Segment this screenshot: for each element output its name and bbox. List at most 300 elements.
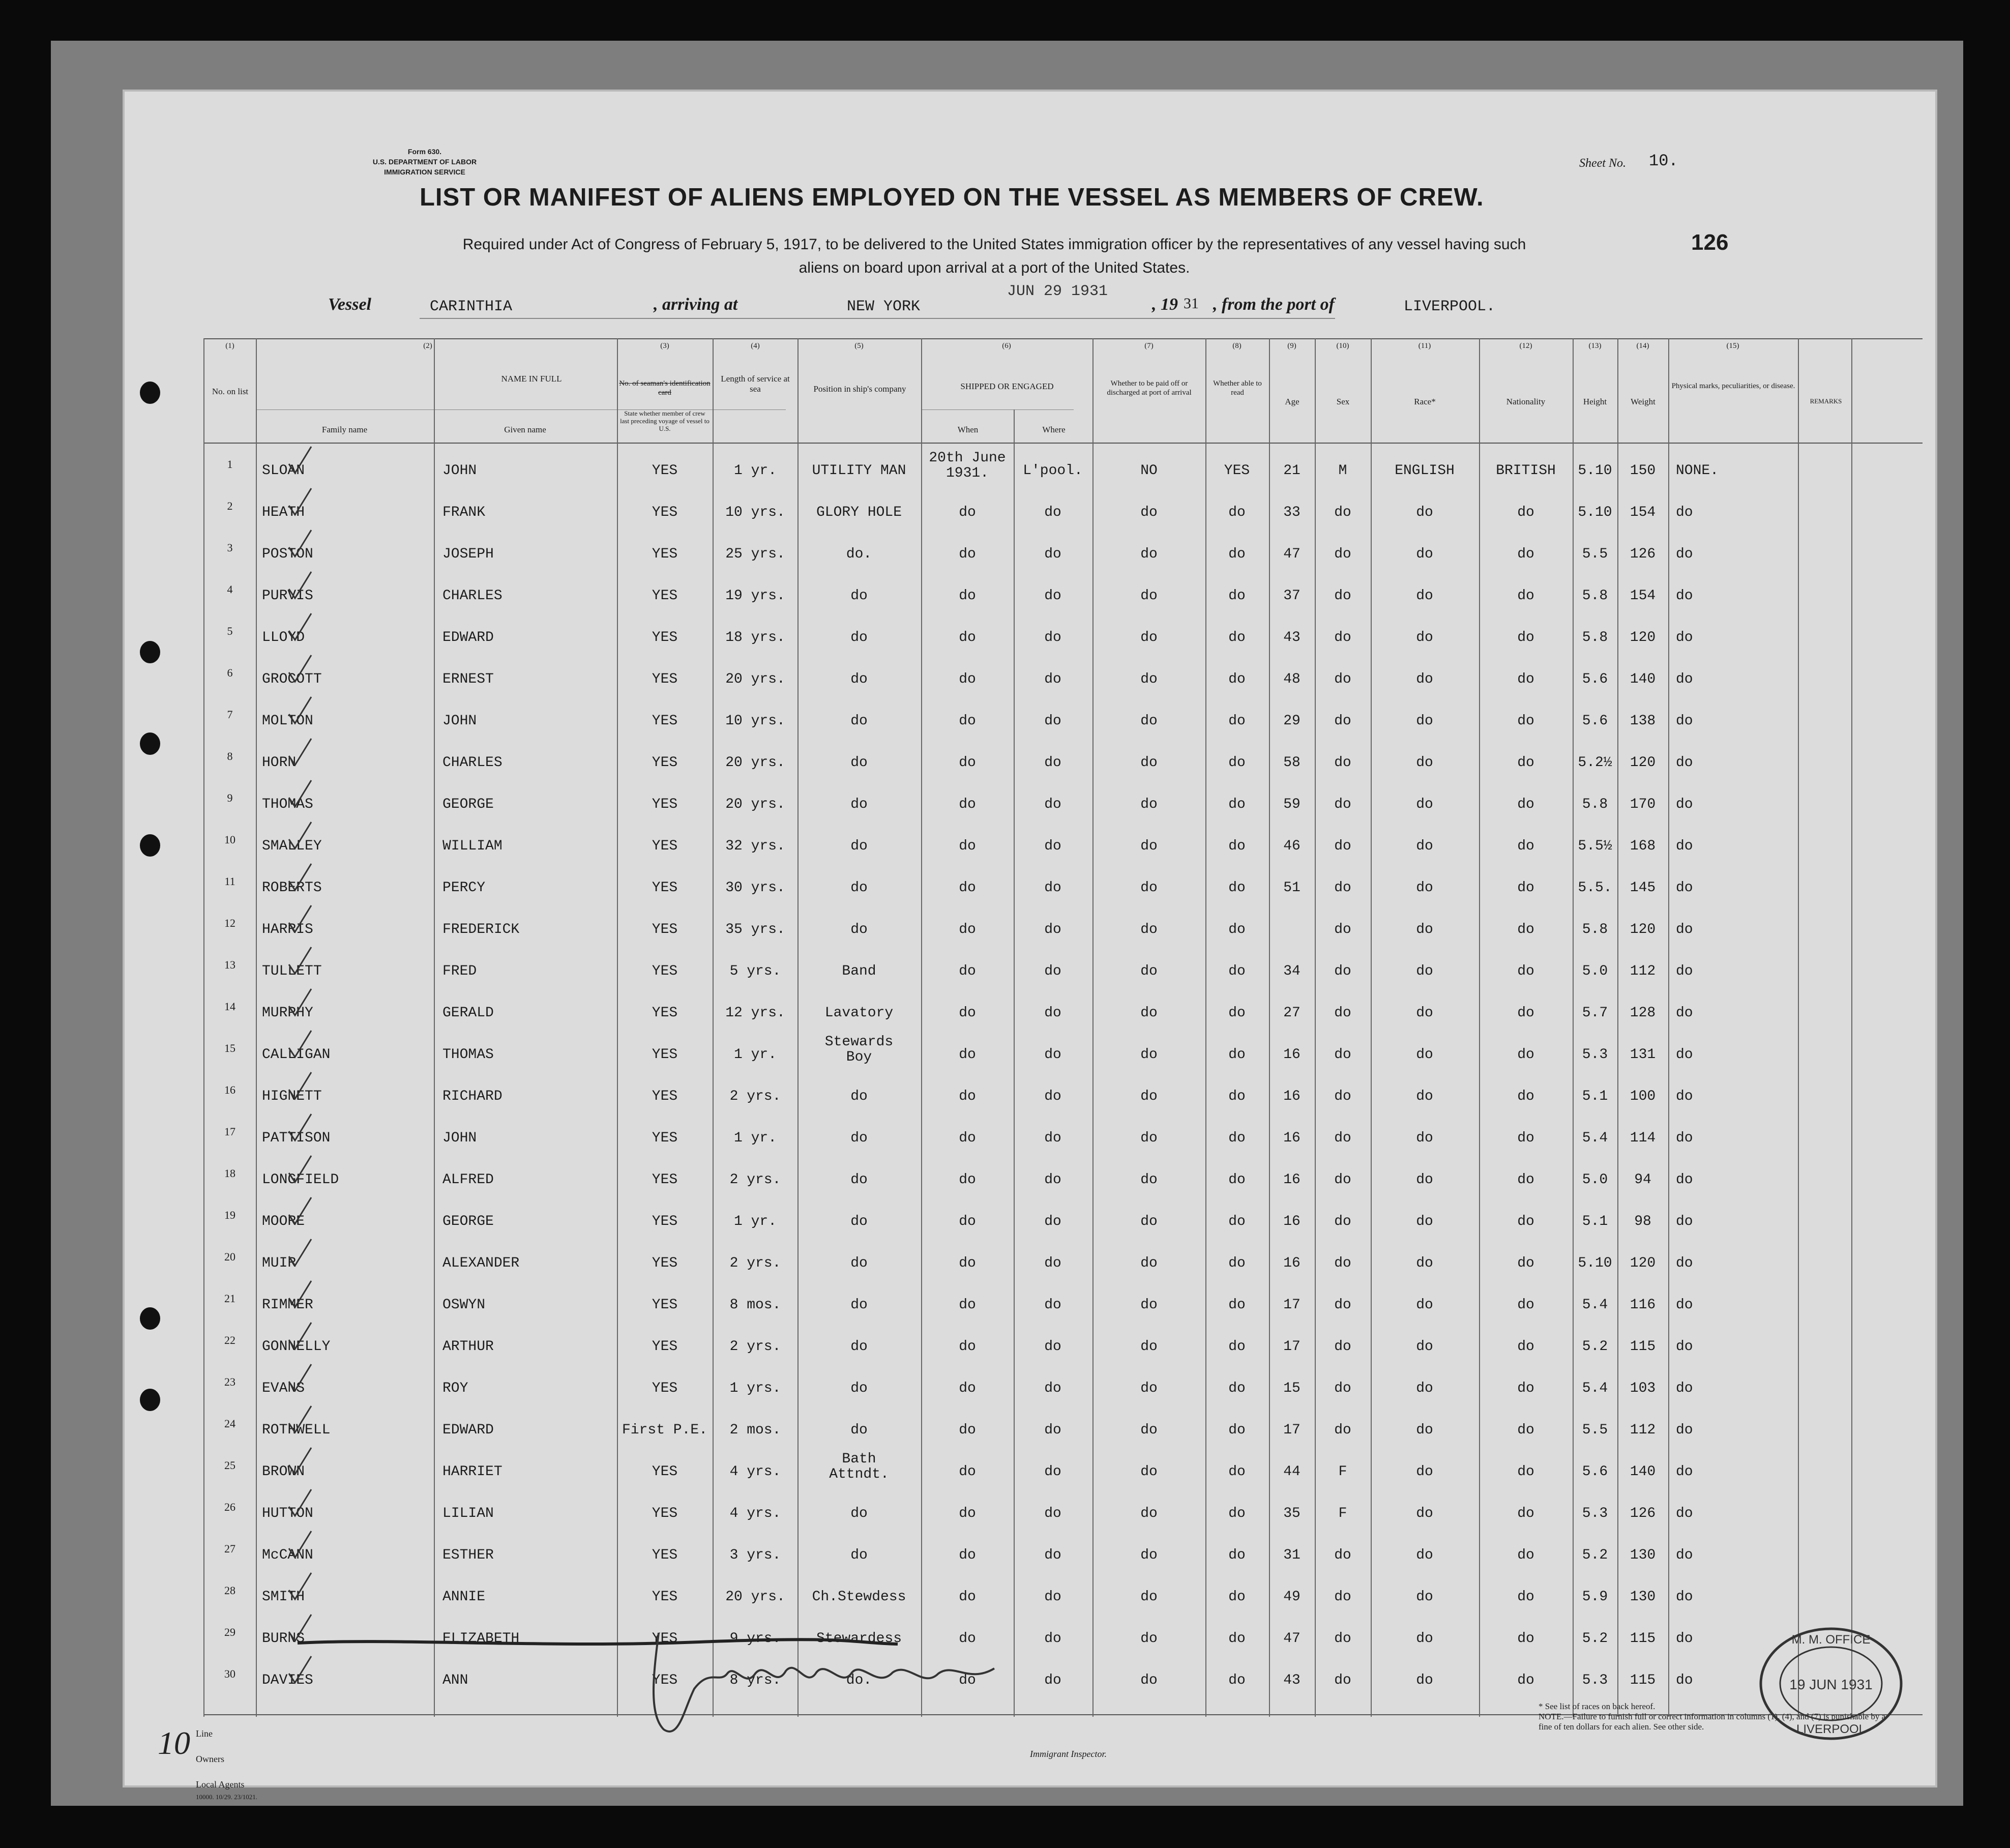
- cell-read: do: [1228, 1130, 1246, 1146]
- cell-where: do: [1044, 880, 1061, 896]
- cell-phys: do: [1676, 880, 1693, 896]
- cell-where: do: [1044, 963, 1061, 979]
- cell-race: do: [1416, 1339, 1433, 1355]
- cell-position: do: [850, 755, 868, 771]
- cell-paid: do: [1140, 1422, 1158, 1438]
- cell-read: do: [1228, 588, 1246, 604]
- cell-position: Bath Attndt.: [829, 1451, 889, 1482]
- cell-family: TULLETT: [262, 963, 322, 979]
- cell-n: 12: [224, 917, 235, 929]
- cell-race: do: [1416, 588, 1433, 604]
- cell-read: do: [1228, 1005, 1246, 1021]
- cell-sex: do: [1334, 1047, 1351, 1063]
- cell-family: MUIR: [262, 1255, 297, 1271]
- cell-prev: First P.E.: [622, 1422, 708, 1438]
- cell-phys: do: [1676, 1381, 1693, 1396]
- cell-weight: 130: [1630, 1547, 1656, 1563]
- cell-service: 2 yrs.: [729, 1339, 781, 1355]
- cell-family: ROBERTS: [262, 880, 322, 896]
- col-number: (2): [423, 342, 432, 350]
- svg-text:LIVERPOOL: LIVERPOOL: [1796, 1722, 1866, 1736]
- subtitle-line-2: aliens on board upon arrival at a port of the United States.: [799, 259, 1190, 276]
- cell-given: FREDERICK: [442, 922, 520, 937]
- cell-nat: do: [1517, 838, 1534, 854]
- cell-position: do: [850, 1381, 868, 1396]
- cell-family: PURVIS: [262, 588, 313, 604]
- col-number: (11): [1418, 342, 1431, 350]
- table-row: [125, 906, 1935, 946]
- cell-height: 5.4: [1582, 1130, 1608, 1146]
- cell-prev: YES: [652, 1673, 678, 1688]
- cell-weight: 120: [1630, 630, 1656, 646]
- table-row: [125, 1032, 1935, 1071]
- cell-race: do: [1416, 1673, 1433, 1688]
- cell-paid: do: [1140, 671, 1158, 687]
- check-mark-icon: [285, 1195, 315, 1226]
- cell-race: do: [1416, 630, 1433, 646]
- cell-where: do: [1044, 1547, 1061, 1563]
- cell-height: 5.8: [1582, 588, 1608, 604]
- cell-age: 44: [1283, 1464, 1300, 1480]
- cell-where: do: [1044, 1005, 1061, 1021]
- cell-when: do: [959, 1422, 976, 1438]
- cell-read: do: [1228, 713, 1246, 729]
- cell-phys: do: [1676, 1547, 1693, 1563]
- cell-given: JOHN: [442, 1130, 477, 1146]
- cell-race: do: [1416, 1089, 1433, 1104]
- cell-phys: do: [1676, 1089, 1693, 1104]
- cell-prev: YES: [652, 1214, 678, 1229]
- cell-prev: YES: [652, 1005, 678, 1021]
- cell-paid: do: [1140, 880, 1158, 896]
- cell-when: do: [959, 1172, 976, 1188]
- cell-family: LLOYD: [262, 630, 305, 646]
- shipped-subrule: [921, 409, 1074, 410]
- cell-weight: 145: [1630, 880, 1656, 896]
- cell-weight: 103: [1630, 1381, 1656, 1396]
- cell-sex: do: [1334, 1172, 1351, 1188]
- table-row: [125, 1532, 1935, 1572]
- cell-n: 10: [224, 833, 235, 846]
- cell-prev: YES: [652, 838, 678, 854]
- cell-age: 51: [1283, 880, 1300, 896]
- col-number: (1): [225, 342, 234, 350]
- cell-service: 35 yrs.: [725, 922, 785, 937]
- check-mark-icon: [285, 820, 315, 850]
- header-physical-marks: Physical marks, peculiarities, or disease.: [1671, 382, 1795, 390]
- cell-where: do: [1044, 1673, 1061, 1688]
- header-age: Age: [1285, 397, 1299, 406]
- cell-service: 1 yr.: [733, 1130, 777, 1146]
- cell-n: 14: [224, 1000, 235, 1013]
- cell-where: do: [1044, 671, 1061, 687]
- cell-sex: do: [1334, 797, 1351, 812]
- cell-position: Band: [842, 963, 876, 979]
- header-name-in-full: NAME IN FULL: [501, 374, 562, 384]
- cell-nat: do: [1517, 713, 1534, 729]
- cell-family: GROCOTT: [262, 671, 322, 687]
- cell-where: do: [1044, 630, 1061, 646]
- check-mark-icon: [285, 611, 315, 642]
- cell-phys: do: [1676, 963, 1693, 979]
- cell-height: 5.3: [1582, 1506, 1608, 1521]
- cell-n: 23: [224, 1375, 235, 1388]
- cell-age: 47: [1283, 1631, 1300, 1647]
- table-row: [125, 1282, 1935, 1322]
- year: 31: [1184, 295, 1199, 312]
- table-row: [125, 1449, 1935, 1488]
- cell-position: do: [850, 1130, 868, 1146]
- cell-when: do: [959, 1297, 976, 1313]
- header-family-name: Family name: [321, 425, 368, 434]
- cell-age: 47: [1283, 546, 1300, 562]
- cell-n: 30: [224, 1667, 235, 1680]
- cell-sex: do: [1334, 1547, 1351, 1563]
- cell-read: YES: [1224, 463, 1250, 479]
- cell-age: 17: [1283, 1339, 1300, 1355]
- table-row: [125, 1073, 1935, 1113]
- cell-phys: do: [1676, 671, 1693, 687]
- cell-n: 3: [227, 541, 233, 554]
- liverpool-office-stamp: [1757, 1625, 1905, 1742]
- cell-read: do: [1228, 1255, 1246, 1271]
- cell-prev: YES: [652, 463, 678, 479]
- cell-service: 4 yrs.: [729, 1464, 781, 1480]
- cell-service: 20 yrs.: [725, 1589, 785, 1605]
- cell-phys: do: [1676, 1464, 1693, 1480]
- cell-race: do: [1416, 880, 1433, 896]
- cell-service: 20 yrs.: [725, 755, 785, 771]
- cell-read: do: [1228, 1547, 1246, 1563]
- cell-race: do: [1416, 1047, 1433, 1063]
- cell-position: do: [850, 922, 868, 937]
- table-row: [125, 698, 1935, 738]
- cell-weight: 130: [1630, 1589, 1656, 1605]
- check-mark-icon: [285, 862, 315, 892]
- cell-paid: do: [1140, 963, 1158, 979]
- check-mark-icon: [285, 1362, 315, 1393]
- form-info: [338, 146, 511, 177]
- check-mark-icon: [285, 737, 315, 767]
- cell-race: ENGLISH: [1395, 463, 1455, 479]
- cell-service: 2 mos.: [729, 1422, 781, 1438]
- cell-given: JOHN: [442, 713, 477, 729]
- cell-where: do: [1044, 755, 1061, 771]
- cell-when: 20th June 1931.: [929, 450, 1006, 481]
- table-row: [125, 1324, 1935, 1363]
- cell-position: Stewards Boy: [824, 1034, 894, 1065]
- table-row: [125, 573, 1935, 612]
- cell-nat: do: [1517, 1547, 1534, 1563]
- cell-paid: do: [1140, 838, 1158, 854]
- cell-position: do: [850, 1172, 868, 1188]
- cell-when: do: [959, 1130, 976, 1146]
- cell-height: 5.4: [1582, 1297, 1608, 1313]
- col-number: (9): [1287, 342, 1296, 350]
- service: IMMIGRATION SERVICE: [384, 168, 465, 176]
- cell-height: 5.6: [1582, 671, 1608, 687]
- col-number: (8): [1232, 342, 1242, 350]
- check-mark-icon: [285, 1112, 315, 1142]
- cell-when: do: [959, 588, 976, 604]
- cell-read: do: [1228, 1089, 1246, 1104]
- cell-paid: do: [1140, 1339, 1158, 1355]
- cell-age: 43: [1283, 630, 1300, 646]
- cell-paid: do: [1140, 1005, 1158, 1021]
- cell-phys: do: [1676, 630, 1693, 646]
- cell-service: 1 yrs.: [729, 1381, 781, 1396]
- cell-sex: do: [1334, 1089, 1351, 1104]
- cell-when: do: [959, 671, 976, 687]
- cell-height: 5.2: [1582, 1547, 1608, 1563]
- check-mark-icon: [285, 1321, 315, 1351]
- cell-nat: do: [1517, 1047, 1534, 1063]
- cell-read: do: [1228, 1339, 1246, 1355]
- cell-weight: 138: [1630, 713, 1656, 729]
- cell-position: Lavatory: [824, 1005, 894, 1021]
- table-row: [125, 614, 1935, 654]
- cell-n: 19: [224, 1209, 235, 1221]
- cell-when: do: [959, 1464, 976, 1480]
- cell-sex: do: [1334, 630, 1351, 646]
- cell-height: 5.5½: [1578, 838, 1612, 854]
- footer-line-label: Line: [196, 1728, 213, 1739]
- cell-nat: do: [1517, 1339, 1534, 1355]
- cell-paid: do: [1140, 1673, 1158, 1688]
- cell-height: 5.6: [1582, 713, 1608, 729]
- cell-position: GLORY HOLE: [816, 505, 902, 520]
- cell-family: McCANN: [262, 1547, 313, 1563]
- cell-given: LILIAN: [442, 1506, 494, 1521]
- cell-n: 17: [224, 1125, 235, 1138]
- cell-family: HORN: [262, 755, 297, 771]
- table-row: [125, 1115, 1935, 1155]
- check-mark-icon: [285, 570, 315, 600]
- cell-read: do: [1228, 1631, 1246, 1647]
- cell-phys: do: [1676, 797, 1693, 812]
- header-service-length: Length of service at sea: [721, 374, 790, 394]
- check-mark-icon: [285, 1404, 315, 1434]
- cell-where: do: [1044, 1506, 1061, 1521]
- cell-height: 5.8: [1582, 922, 1608, 937]
- cell-weight: 114: [1630, 1130, 1656, 1146]
- cell-sex: do: [1334, 671, 1351, 687]
- cell-family: BROWN: [262, 1464, 305, 1480]
- cell-read: do: [1228, 880, 1246, 896]
- cell-race: do: [1416, 755, 1433, 771]
- cell-age: 43: [1283, 1673, 1300, 1688]
- header-sex: Sex: [1336, 397, 1350, 406]
- table-row: [125, 990, 1935, 1030]
- cell-nat: do: [1517, 1255, 1534, 1271]
- cell-when: do: [959, 1631, 976, 1647]
- cell-sex: do: [1334, 1631, 1351, 1647]
- table-row: [125, 740, 1935, 779]
- cell-weight: 154: [1630, 505, 1656, 520]
- cell-n: 20: [224, 1250, 235, 1263]
- cell-nat: do: [1517, 1005, 1534, 1021]
- cell-family: MURPHY: [262, 1005, 313, 1021]
- cell-n: 18: [224, 1167, 235, 1180]
- cell-sex: do: [1334, 1255, 1351, 1271]
- cell-read: do: [1228, 671, 1246, 687]
- cell-service: 18 yrs.: [725, 630, 785, 646]
- cell-weight: 128: [1630, 1005, 1656, 1021]
- cell-service: 3 yrs.: [729, 1547, 781, 1563]
- cell-when: do: [959, 1381, 976, 1396]
- cell-race: do: [1416, 922, 1433, 937]
- cell-sex: do: [1334, 838, 1351, 854]
- cell-height: 5.6: [1582, 1464, 1608, 1480]
- cell-prev: YES: [652, 1631, 678, 1647]
- cell-n: 15: [224, 1042, 235, 1054]
- cell-phys: do: [1676, 1631, 1693, 1647]
- cell-given: GERALD: [442, 1005, 494, 1021]
- cell-sex: do: [1334, 1130, 1351, 1146]
- cell-where: do: [1044, 1422, 1061, 1438]
- cell-paid: do: [1140, 630, 1158, 646]
- cell-read: do: [1228, 1047, 1246, 1063]
- header-weight: Weight: [1631, 397, 1656, 406]
- cell-weight: 115: [1630, 1673, 1656, 1688]
- cell-position: do: [850, 1255, 868, 1271]
- col-number: (15): [1726, 342, 1739, 350]
- cell-race: do: [1416, 1381, 1433, 1396]
- cell-weight: 131: [1630, 1047, 1656, 1063]
- col-number: (5): [854, 342, 864, 350]
- cell-paid: do: [1140, 1172, 1158, 1188]
- cell-service: 20 yrs.: [725, 671, 785, 687]
- arrival-date-stamp: JUN 29 1931: [1007, 283, 1108, 300]
- arriving-label: , arriving at: [654, 295, 738, 314]
- cell-nat: do: [1517, 630, 1534, 646]
- cell-read: do: [1228, 838, 1246, 854]
- cell-race: do: [1416, 546, 1433, 562]
- cell-age: 16: [1283, 1047, 1300, 1063]
- cell-n: 21: [224, 1292, 235, 1305]
- cell-sex: do: [1334, 1339, 1351, 1355]
- check-mark-icon: [285, 1154, 315, 1184]
- cell-nat: do: [1517, 1214, 1534, 1229]
- header-remarks: REMARKS: [1810, 397, 1842, 405]
- cell-prev: YES: [652, 588, 678, 604]
- penalty-note: NOTE.—Failure to furnish full or correct information in columns (1), (4), and (7) is punishable by a fine of ten dollars for each alien. See other side.: [1539, 1712, 1886, 1732]
- cell-position: UTILITY MAN: [812, 463, 906, 479]
- cell-given: WILLIAM: [442, 838, 503, 854]
- table-row: [125, 489, 1935, 529]
- header-no-on-list: No. on list: [212, 387, 249, 396]
- cell-sex: do: [1334, 713, 1351, 729]
- check-mark-icon: [285, 528, 315, 559]
- header-position: Position in ship's company: [813, 384, 906, 394]
- cell-phys: do: [1676, 838, 1693, 854]
- table-row: [125, 531, 1935, 571]
- cell-service: 8 yrs.: [729, 1673, 781, 1688]
- cell-position: do: [850, 1339, 868, 1355]
- cell-weight: 100: [1630, 1089, 1656, 1104]
- cell-nat: do: [1517, 1381, 1534, 1396]
- vessel-label: Vessel: [328, 295, 371, 314]
- cell-position: do: [850, 671, 868, 687]
- cell-n: 13: [224, 958, 235, 971]
- cell-age: 29: [1283, 713, 1300, 729]
- cell-sex: M: [1338, 463, 1347, 479]
- cell-position: do: [850, 713, 868, 729]
- check-mark-icon: [285, 987, 315, 1017]
- cell-family: PATTISON: [262, 1130, 331, 1146]
- check-mark-icon: [285, 1571, 315, 1601]
- check-mark-icon: [285, 653, 315, 684]
- cell-where: do: [1044, 1297, 1061, 1313]
- cell-phys: NONE.: [1676, 463, 1719, 479]
- cell-weight: 126: [1630, 1506, 1656, 1521]
- cell-given: RICHARD: [442, 1089, 503, 1104]
- cell-family: SMITH: [262, 1589, 305, 1605]
- cell-given: THOMAS: [442, 1047, 494, 1063]
- cell-prev: YES: [652, 963, 678, 979]
- cell-n: 11: [224, 875, 235, 888]
- cell-family: HEATH: [262, 505, 305, 520]
- cell-given: ANN: [442, 1673, 468, 1688]
- year-label: , 19: [1152, 295, 1178, 314]
- cell-phys: do: [1676, 546, 1693, 562]
- header-nationality: Nationality: [1506, 397, 1546, 406]
- cell-when: do: [959, 963, 976, 979]
- cell-family: THOMAS: [262, 797, 313, 812]
- cell-when: do: [959, 1673, 976, 1688]
- cell-service: 1 yr.: [733, 1047, 777, 1063]
- cell-where: do: [1044, 1464, 1061, 1480]
- cell-height: 5.10: [1578, 505, 1612, 520]
- cell-given: HARRIET: [442, 1464, 503, 1480]
- cell-when: do: [959, 755, 976, 771]
- cell-height: 5.7: [1582, 1005, 1608, 1021]
- cell-height: 5.2: [1582, 1631, 1608, 1647]
- cell-given: GEORGE: [442, 797, 494, 812]
- cell-weight: 98: [1634, 1214, 1651, 1229]
- cell-age: 34: [1283, 963, 1300, 979]
- cell-race: do: [1416, 1589, 1433, 1605]
- cell-prev: YES: [652, 1506, 678, 1521]
- table-row: [125, 948, 1935, 988]
- cell-age: 58: [1283, 755, 1300, 771]
- check-mark-icon: [285, 945, 315, 976]
- cell-weight: 140: [1630, 671, 1656, 687]
- cell-n: 6: [227, 666, 233, 679]
- cell-age: 27: [1283, 1005, 1300, 1021]
- cell-service: 30 yrs.: [725, 880, 785, 896]
- cell-family: RIMMER: [262, 1297, 313, 1313]
- cell-sex: do: [1334, 588, 1351, 604]
- cell-where: do: [1044, 1047, 1061, 1063]
- cell-read: do: [1228, 1673, 1246, 1688]
- cell-given: ERNEST: [442, 671, 494, 687]
- cell-where: do: [1044, 1214, 1061, 1229]
- cell-age: 17: [1283, 1297, 1300, 1313]
- cell-height: 5.0: [1582, 1172, 1608, 1188]
- cell-n: 2: [227, 500, 233, 512]
- cell-position: do: [850, 797, 868, 812]
- cell-read: do: [1228, 1464, 1246, 1480]
- cell-weight: 94: [1634, 1172, 1651, 1188]
- cell-given: ANNIE: [442, 1589, 486, 1605]
- cell-given: EDWARD: [442, 630, 494, 646]
- cell-race: do: [1416, 1005, 1433, 1021]
- cell-sex: do: [1334, 963, 1351, 979]
- cell-prev: YES: [652, 1089, 678, 1104]
- cell-paid: do: [1140, 1547, 1158, 1563]
- cell-nat: do: [1517, 1506, 1534, 1521]
